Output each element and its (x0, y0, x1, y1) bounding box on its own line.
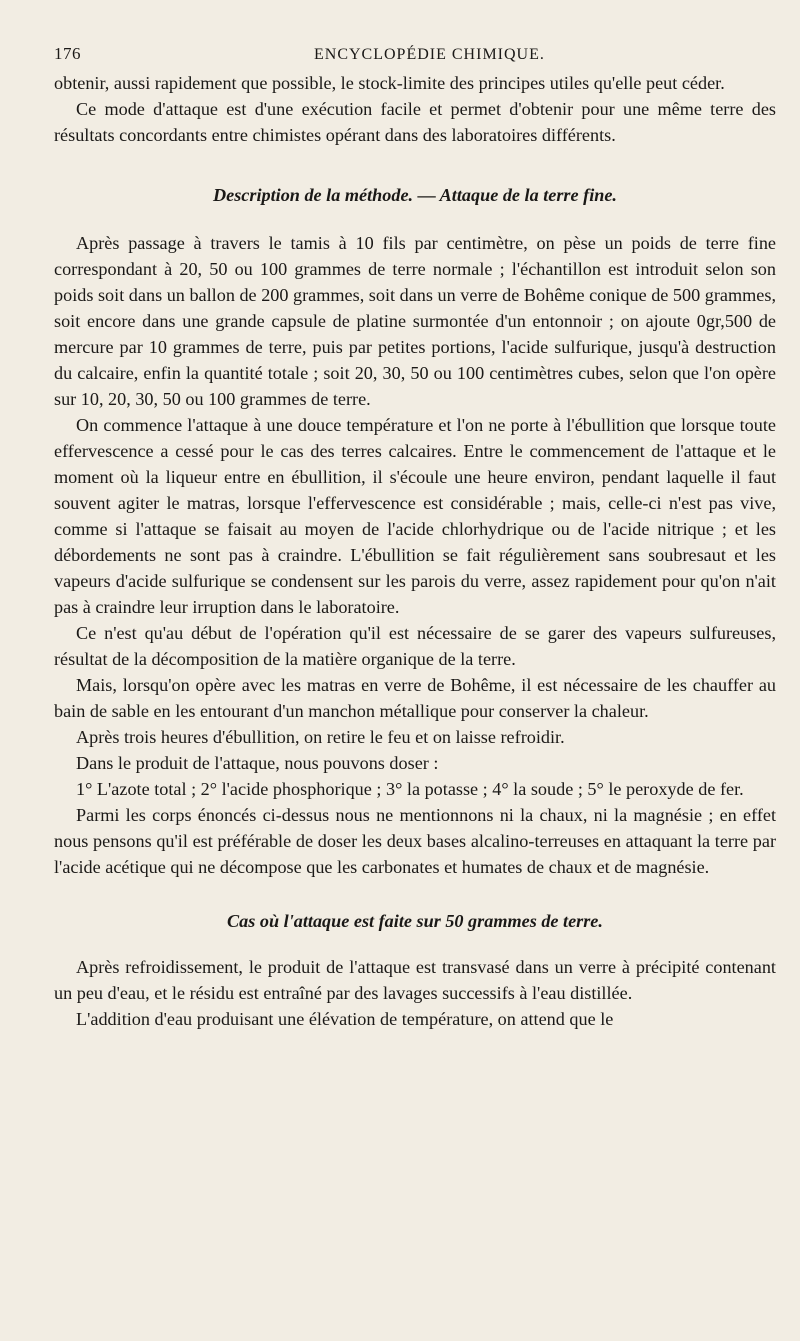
paragraph: Dans le produit de l'attaque, nous pouvons doser : (76, 753, 439, 773)
paragraph: Parmi les corps énoncés ci-dessus nous ne mentionnons ni la chaux, ni la magnésie ; en effet nous pensons qu'il est préférable de doser les deux bases alcalino-terreuses en attaquant la terre par l'acide acétique qui ne décompose que les carbonates et humates de chaux et de magnésie. (54, 805, 776, 877)
paragraph: L'addition d'eau produisant une élévation de température, on attend que le (76, 1009, 614, 1029)
paragraph: Après passage à travers le tamis à 10 fils par centimètre, on pèse un poids de terre fine correspondant à 20, 50 ou 100 grammes de terre normale ; l'échantillon est introduit selon son poids soit dans un ballon de 200 grammes, soit dans un verre de Bohême conique de 500 grammes, soit encore dans une grande capsule de platine surmontée d'un entonnoir ; on ajoute 0gr,500 de mercure par 10 grammes de terre, puis par petites portions, l'acide sulfurique, jusqu'à destruction du calcaire, enfin la quantité totale ; soit 20, 30, 50 ou 100 centimètres cubes, selon que l'on opère sur 10, 20, 30, 50 ou 100 grammes de terre. (54, 233, 776, 409)
paragraph: Après trois heures d'ébullition, on retire le feu et on laisse refroidir. (76, 727, 565, 747)
book-page (54, 44, 776, 1032)
section-heading: Description de la méthode. — Attaque de la terre fine. (213, 185, 617, 205)
paragraph: Mais, lorsqu'on opère avec les matras en verre de Bohême, il est nécessaire de les chauffer au bain de sable en les entourant d'un manchon métallique pour conserver la chaleur. (54, 675, 776, 721)
paragraph: Ce n'est qu'au début de l'opération qu'il est nécessaire de se garer des vapeurs sulfureuses, résultat de la décomposition de la matière organique de la terre. (54, 623, 776, 669)
page-number: 176 (54, 44, 81, 63)
paragraph-continuation: obtenir, aussi rapidement que possible, le stock-limite des principes utiles qu'elle peut céder. (54, 73, 725, 93)
section-heading: Cas où l'attaque est faite sur 50 grammes de terre. (227, 911, 603, 931)
paragraph: Ce mode d'attaque est d'une exécution facile et permet d'obtenir pour une même terre des résultats concordants entre chimistes opérant dans des laboratoires différents. (54, 99, 776, 145)
paragraph: On commence l'attaque à une douce température et l'on ne porte à l'ébullition que lorsque toute effervescence a cessé pour le cas des terres calcaires. Entre le commencement de l'attaque et le moment où la liqueur entre en ébullition, il s'écoule une heure environ, pendant laquelle il faut souvent agiter le matras, lorsque l'effervescence est considérable ; mais, celle-ci n'est pas vive, comme si l'attaque se faisait au moyen de l'acide chlorhydrique ou de l'acide nitrique ; et les débordements ne sont pas à craindre. L'ébullition se fait régulièrement sans soubresaut et les vapeurs d'acide sulfurique se condensent sur les parois du verre, assez rapidement pour qu'on n'ait pas à craindre leur irruption dans le laboratoire. (54, 415, 776, 617)
paragraph: Après refroidissement, le produit de l'attaque est transvasé dans un verre à précipité contenant un peu d'eau, et le résidu est entraîné par des lavages successifs à l'eau distillée. (54, 957, 776, 1003)
page-header (54, 44, 776, 70)
running-head: ENCYCLOPÉDIE CHIMIQUE. (314, 46, 545, 63)
paragraph: 1° L'azote total ; 2° l'acide phosphorique ; 3° la potasse ; 4° la soude ; 5° le peroxyde de fer. (76, 779, 744, 799)
